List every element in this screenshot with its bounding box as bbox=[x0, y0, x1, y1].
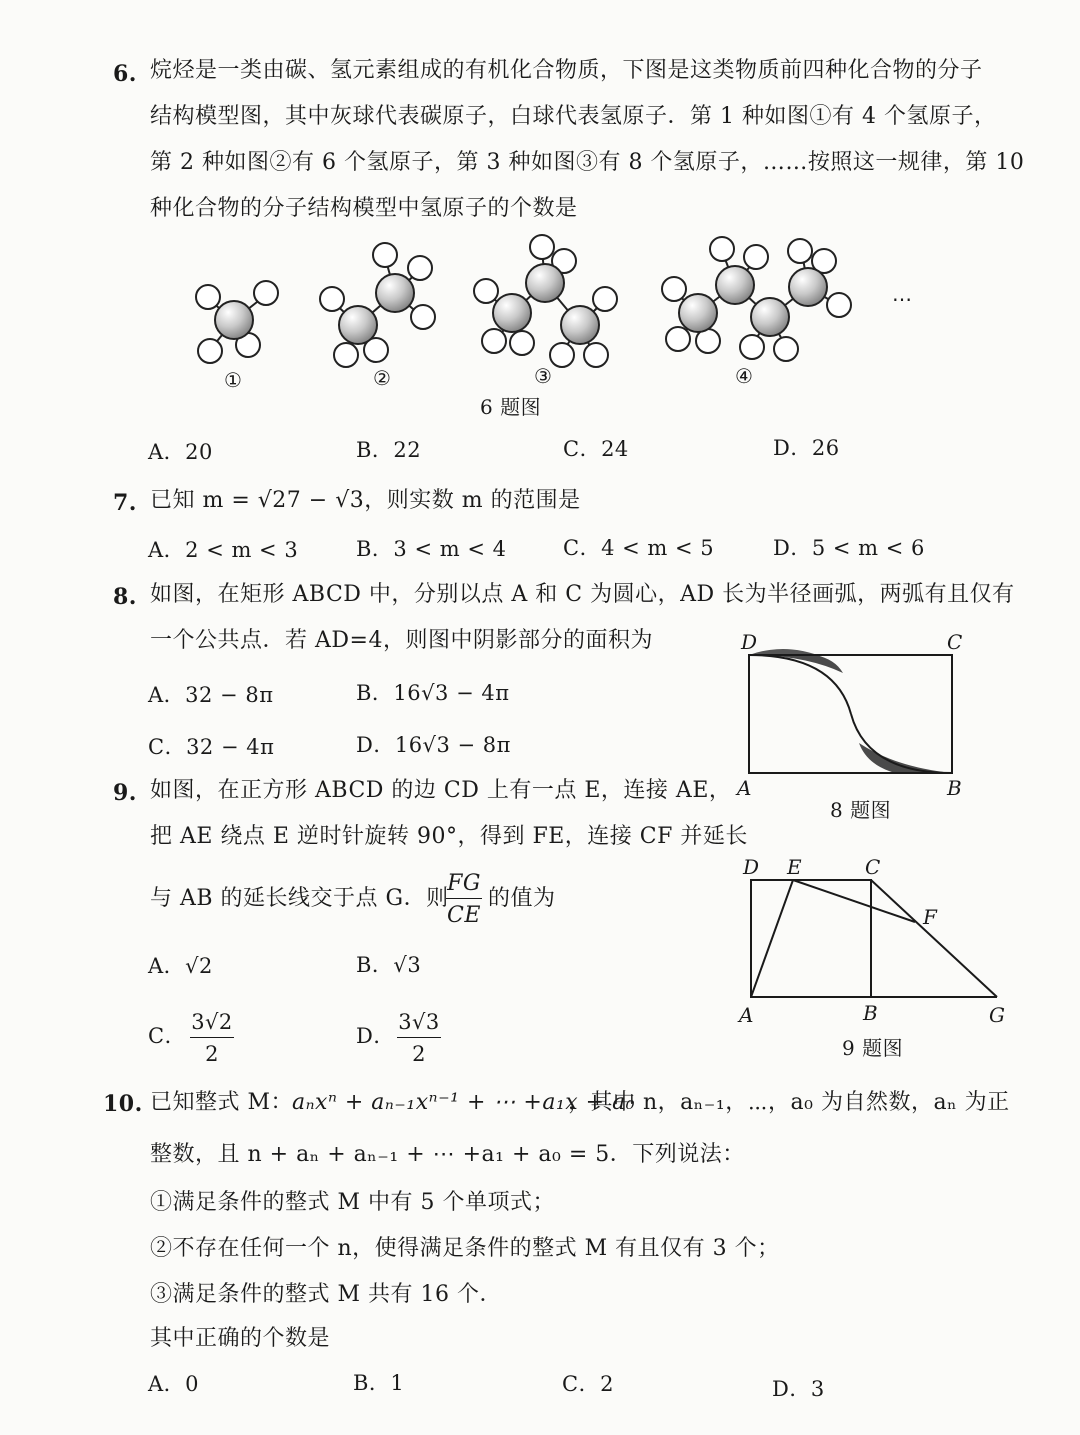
q7-option-d: D．5 < m < 6 bbox=[773, 536, 925, 560]
q7-text: 已知 m = √27 − √3，则实数 m 的范围是 bbox=[150, 488, 581, 513]
q7-option-c: C．4 < m < 5 bbox=[563, 536, 715, 560]
q9-caption: 9 题图 bbox=[842, 1036, 904, 1060]
q8-option-c: C．32 − 4π bbox=[148, 735, 275, 759]
q6-option-d: D．26 bbox=[773, 436, 840, 460]
q9-option-d-num: 3√3 bbox=[398, 1010, 440, 1034]
q9-fraction-num: FG bbox=[447, 871, 481, 896]
q10-line-2: 整数，且 n + aₙ + aₙ₋₁ + ⋯ +a₁ + a₀ = 5．下列说法： bbox=[150, 1142, 745, 1167]
figure-label-1: ① bbox=[224, 368, 242, 392]
q9-option-d: D． bbox=[356, 1024, 395, 1048]
q9-number: 9. bbox=[113, 780, 137, 806]
q9-option-c: C． bbox=[148, 1024, 187, 1048]
q8-label-a: A bbox=[737, 776, 752, 800]
q10-line-1-rest: ，其中 n，aₙ₋₁，⋯，a₀ 为自然数，aₙ 为正 bbox=[568, 1090, 1010, 1115]
q9-line-3: 与 AB 的延长线交于点 G．则 bbox=[150, 886, 449, 911]
q8-caption: 8 题图 bbox=[830, 798, 892, 822]
q10-line-1-intro: 已知整式 M： bbox=[150, 1090, 294, 1115]
q10-statement-1: ①满足条件的整式 M 中有 5 个单项式； bbox=[150, 1190, 555, 1215]
figure-label-2: ② bbox=[373, 366, 391, 390]
q8-number: 8. bbox=[113, 584, 137, 610]
q10-question: 其中正确的个数是 bbox=[150, 1326, 331, 1351]
q10-option-c: C．2 bbox=[562, 1372, 614, 1396]
q9-fraction-bar bbox=[446, 898, 482, 899]
q9-label-d: D bbox=[743, 855, 760, 879]
q9-line-2: 把 AE 绕点 E 逆时针旋转 90°，得到 FE，连接 CF 并延长 bbox=[150, 824, 748, 849]
q9-label-f: F bbox=[923, 905, 937, 929]
q10-polynomial: aₙxⁿ + aₙ₋₁xⁿ⁻¹ + ⋯ +a₁x + a₀ bbox=[292, 1090, 636, 1115]
square-rotation-figure bbox=[735, 850, 1015, 1035]
q9-option-b: B．√3 bbox=[356, 953, 422, 977]
q6-caption: 6 题图 bbox=[480, 395, 542, 419]
q8-line-2: 一个公共点．若 AD=4，则图中阴影部分的面积为 bbox=[150, 628, 653, 653]
alkane-molecule-figure bbox=[180, 235, 940, 395]
q7-option-a: A．2 < m < 3 bbox=[148, 538, 299, 562]
molecule-2 bbox=[320, 243, 435, 367]
q6-option-c: C．24 bbox=[563, 437, 629, 461]
q8-label-c: C bbox=[947, 630, 963, 654]
q7-number: 7. bbox=[113, 490, 137, 516]
q10-option-b: B．1 bbox=[353, 1371, 405, 1395]
q10-number: 10. bbox=[103, 1091, 143, 1117]
q9-option-a: A．√2 bbox=[148, 954, 213, 978]
q6-line-3: 第 2 种如图②有 6 个氢原子，第 3 种如图③有 8 个氢原子，……按照这一规律，第 10 bbox=[150, 150, 1025, 175]
molecule-1 bbox=[196, 281, 278, 363]
q9-fraction-den: CE bbox=[447, 903, 481, 928]
q6-line-4: 种化合物的分子结构模型中氢原子的个数是 bbox=[150, 196, 578, 221]
q7-option-b: B．3 < m < 4 bbox=[356, 537, 507, 561]
q8-option-d: D．16√3 − 8π bbox=[356, 733, 511, 757]
q9-label-c: C bbox=[865, 855, 881, 879]
q9-option-c-bar bbox=[190, 1037, 234, 1038]
q6-line-2: 结构模型图，其中灰球代表碳原子，白球代表氢原子．第 1 种如图①有 4 个氢原子， bbox=[150, 104, 997, 129]
q9-option-d-den: 2 bbox=[412, 1042, 426, 1066]
q9-line-4: 的值为 bbox=[488, 886, 556, 911]
q10-statement-2: ②不存在任何一个 n，使得满足条件的整式 M 有且仅有 3 个； bbox=[150, 1236, 780, 1261]
q9-option-c-den: 2 bbox=[205, 1042, 219, 1066]
q8-label-b: B bbox=[947, 776, 962, 800]
q8-option-a: A．32 − 8π bbox=[148, 683, 274, 707]
q6-line-1: 烷烃是一类由碳、氢元素组成的有机化合物质，下图是这类物质前四种化合物的分子 bbox=[150, 58, 983, 83]
figure-label-3: ③ bbox=[534, 364, 552, 388]
q10-statement-3: ③满足条件的整式 M 共有 16 个． bbox=[150, 1282, 502, 1307]
q8-label-d: D bbox=[741, 630, 758, 654]
q9-label-g: G bbox=[989, 1003, 1005, 1027]
molecule-4 bbox=[662, 237, 851, 361]
q9-option-d-bar bbox=[397, 1037, 441, 1038]
q6-option-a: A．20 bbox=[148, 440, 213, 464]
q10-option-a: A．0 bbox=[148, 1372, 200, 1396]
q10-option-d: D．3 bbox=[772, 1377, 825, 1401]
q8-option-b: B．16√3 − 4π bbox=[356, 681, 510, 705]
figure-label-4: ④ bbox=[735, 364, 753, 388]
q9-label-a: A bbox=[739, 1003, 754, 1027]
molecule-3 bbox=[474, 235, 617, 367]
q8-line-1: 如图，在矩形 ABCD 中，分别以点 A 和 C 为圆心，AD 长为半径画弧，两弧有且仅有 bbox=[150, 582, 1015, 607]
rectangle-arcs-figure bbox=[735, 625, 975, 805]
q6-option-b: B．22 bbox=[356, 438, 422, 462]
q9-label-b: B bbox=[863, 1001, 878, 1025]
q6-number: 6. bbox=[113, 61, 137, 87]
q9-line-1: 如图，在正方形 ABCD 的边 CD 上有一点 E，连接 AE， bbox=[150, 778, 732, 803]
q9-option-c-num: 3√2 bbox=[191, 1010, 233, 1034]
figure-ellipsis: … bbox=[892, 282, 912, 306]
q9-label-e: E bbox=[787, 855, 802, 879]
